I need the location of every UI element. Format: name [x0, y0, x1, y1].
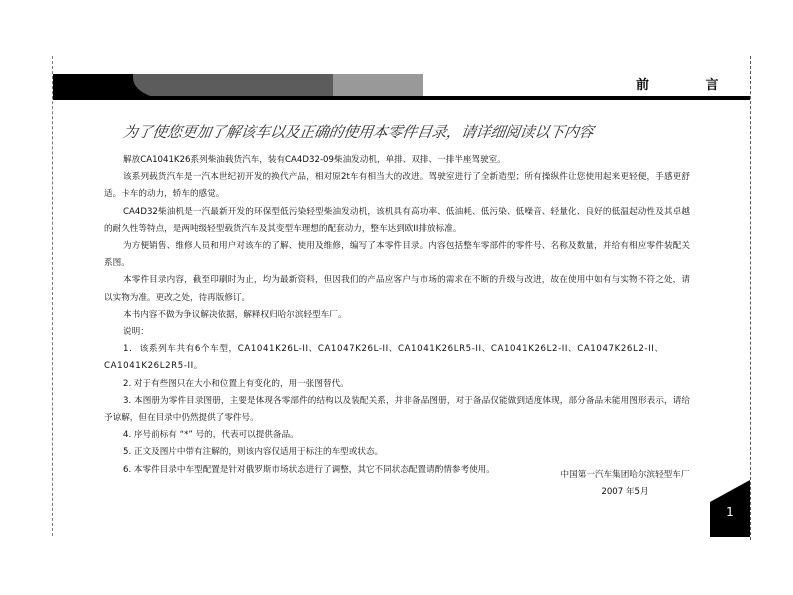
signature-organization: 中国第一汽车集团哈尔滨轻型车厂 [560, 470, 690, 480]
page-title: 前 言 [636, 78, 745, 93]
preface-body [104, 152, 690, 479]
paragraph: 该系列载货汽车是一汽本世纪初开发的换代产品，相对原2t车有相当大的改进。驾驶室进行了全新造型；所有操纵件让您使用起来更轻便，手感更舒适。卡车的动力，轿车的感觉。 [104, 172, 690, 200]
note-item: 1. 该系列车共有6个车型，CA1041K26L-II、CA1047K26L-II、CA1041K26LR5-II、CA1041K26L2-II、CA1047K26L2-II、CA1041K26L2R5-II。 [104, 344, 664, 372]
note-item: 4. 序号前标有 “*” 号的，代表可以提供备品。 [123, 430, 299, 441]
left-cut-line [52, 56, 53, 536]
notes-heading: 说明： [123, 327, 149, 338]
paragraph: 为方便销售、维修人员和用户对该车的了解、使用及维修，编写了本零件目录。内容包括整车零部件的零件号、名称及数量，并给有相应零件装配关系图。 [104, 241, 690, 269]
page-subtitle: 为了使您更加了解该车以及正确的使用本零件目录，请详细阅读以下内容 [121, 123, 595, 141]
paragraph: 解放CA1041K26系列柴油载货汽车，装有CA4D32-09柴油发动机，单排、双排、一排半座驾驶室。 [123, 155, 506, 165]
page-number: 1 [726, 505, 734, 519]
paragraph: CA4D32柴油机是一汽最新开发的环保型低污染轻型柴油发动机，该机具有高功率、低油耗、低污染、低噪音、轻量化、良好的低温起动性及其卓越的耐久性等特点，是两吨级轻型载货汽车及其变型车理想的配套动力，整车达到欧II排放标准。 [104, 206, 690, 234]
note-item: 6. 本零件目录中车型配置是针对俄罗斯市场状态进行了调整，其它不同状态配置请酌情参考使用。 [123, 464, 495, 475]
right-cut-line [750, 56, 751, 540]
paragraph: 本书内容不做为争议解决依据，解释权归哈尔滨轻型车厂。 [123, 309, 347, 320]
signature-block [545, 467, 705, 501]
paragraph: 本零件目录内容，截至印刷时为止，均为最新资料，但因我们的产品应客户与市场的需求在不断的升级与改进，故在使用中如有与实物不符之处，请以实物为准。更改之处，待再版修订。 [104, 275, 690, 303]
note-item: 2. 对于有些图只在大小和位置上有变化的，用一张图替代。 [123, 378, 349, 389]
note-item: 5. 正文及图片中带有注解的，则该内容仅适用于标注的车型或状态。 [123, 447, 384, 458]
note-item: 3. 本图册为零件目录图册，主要是体现各零部件的结构以及装配关系，并非备品图册，对于备品仅能做到适度体现，部分备品未能用图形表示，请给予谅解，但在目录中仍然提供了零件号。 [104, 395, 690, 424]
signature-date: 2007 年5月 [601, 487, 649, 497]
header-rule [53, 96, 750, 100]
